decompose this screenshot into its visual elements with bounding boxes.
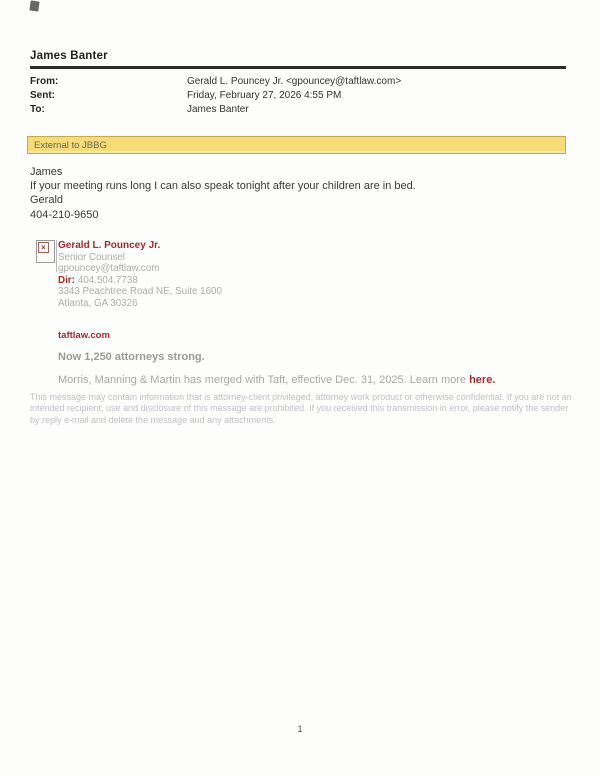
recipient-name-heading: James Banter — [30, 50, 566, 69]
firm-website-link[interactable]: taftlaw.com — [58, 330, 110, 341]
to-value: James Banter — [187, 104, 249, 115]
dir-label: Dir: — [58, 274, 75, 286]
external-banner-text: External to JBBG — [34, 139, 107, 151]
page-number: 1 — [297, 724, 303, 734]
body-signoff: Gerald — [30, 194, 64, 207]
merger-text: Morris, Manning & Martin has merged with Taft, effective Dec. 31, 2025. Learn more — [58, 374, 470, 386]
email-body — [30, 165, 550, 222]
body-greeting: James — [30, 166, 63, 178]
signature-direct-line — [58, 275, 458, 287]
scan-artifact-mark — [29, 0, 39, 11]
image-placeholder-border — [56, 240, 57, 272]
body-phone: 404-210-9650 — [30, 208, 99, 221]
signature-email-link[interactable]: gpouncey@taftlaw.com — [58, 263, 160, 275]
merger-here-link[interactable]: here. — [469, 374, 496, 386]
signature-address-street: 3343 Peachtree Road NE, Suite 1600 — [58, 286, 222, 298]
sent-value: Friday, February 27, 2026 4:55 PM — [187, 90, 342, 101]
broken-image-x-icon: × — [38, 242, 49, 253]
dir-phone: 404.504.7738 — [77, 274, 138, 286]
external-sender-banner — [27, 136, 566, 154]
email-header-fields — [30, 75, 566, 117]
confidentiality-disclaimer: This message may contain information that is attorney-client privileged, attorney work product or otherwise confidential. If you are not an intended recipient, use and disclosure of this message are prohibited. If you received this transmission in error, please notify the sender by reply e-mail and delete the message and any attachments. — [30, 392, 572, 425]
signature-address-city: Atlanta, GA 30326 — [58, 297, 138, 309]
to-field — [30, 103, 566, 117]
to-label: To: — [30, 104, 45, 115]
merger-announcement — [58, 374, 558, 386]
signature-title: Senior Counsel — [58, 251, 125, 263]
sent-field — [30, 89, 566, 103]
from-field — [30, 75, 566, 89]
firm-tagline: Now 1,250 attorneys strong. — [58, 351, 205, 363]
signature-name: Gerald L. Pouncey Jr. — [58, 240, 161, 251]
from-value: Gerald L. Pouncey Jr. <gpouncey@taftlaw.com> — [187, 76, 402, 87]
signature-block — [58, 240, 458, 310]
broken-image-placeholder — [36, 240, 55, 263]
body-message: If your meeting runs long I can also speak tonight after your children are in bed. — [30, 180, 416, 193]
from-label: From: — [30, 76, 59, 87]
sent-label: Sent: — [30, 90, 55, 101]
